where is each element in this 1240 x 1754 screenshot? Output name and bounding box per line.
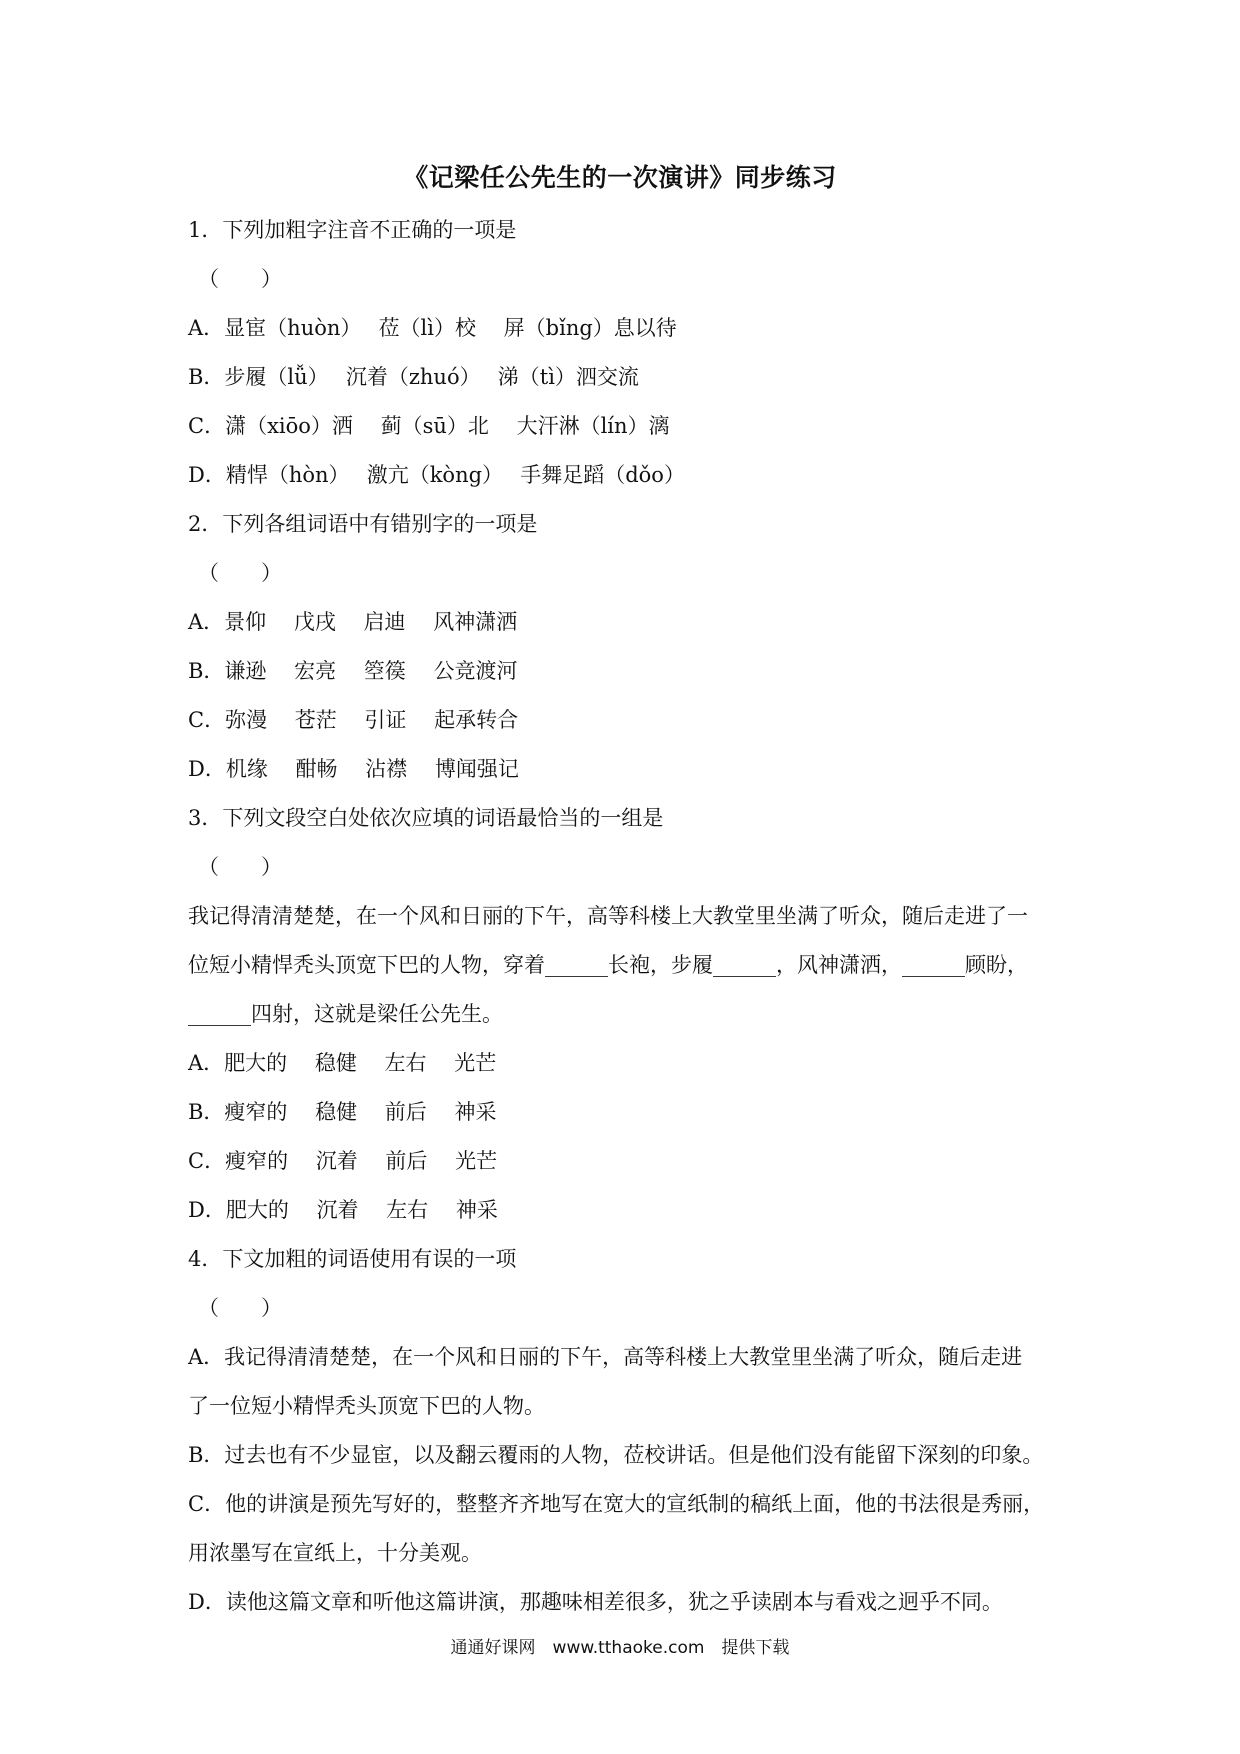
question-4-option-d: D．读他这篇文章和听他这篇讲演，那趣味相差很多，犹之乎读剧本与看戏之迥乎不同。 — [188, 1590, 1003, 1614]
question-1-option-b: B．步履（lǚ） 沉着（zhuó） 涕（tì）泗交流 — [188, 365, 639, 389]
question-2-option-d: D．机缘 酣畅 沾襟 博闻强记 — [188, 757, 519, 781]
question-3-passage-line-2: 位短小精悍秃头顶宽下巴的人物，穿着______长袍，步履______，风神潇洒，______顾盼， — [188, 953, 1028, 977]
page-title: 《记梁任公先生的一次演讲》同步练习 — [403, 163, 837, 192]
question-2-answer-paren: （ ） — [198, 561, 282, 585]
question-1-option-c: C．潇（xiōo）洒 蓟（sū）北 大汗淋（lín）漓 — [188, 414, 670, 438]
question-4-option-c-line-2: 用浓墨写在宣纸上，十分美观。 — [188, 1541, 482, 1565]
question-4-option-c-line-1: C．他的讲演是预先写好的，整整齐齐地写在宽大的宣纸制的稿纸上面，他的书法很是秀丽， — [188, 1492, 1045, 1516]
exercise-content — [188, 206, 1068, 1627]
question-1-option-a: A．显宦（huòn） 莅（lì）校 屏（bǐng）息以待 — [188, 316, 677, 340]
question-1-option-d: D．精悍（hòn） 激亢（kòng） 手舞足蹈（dǒo） — [188, 463, 685, 487]
question-4-answer-paren: （ ） — [198, 1296, 282, 1320]
question-4-stem: 4．下文加粗的词语使用有误的一项 — [188, 1247, 517, 1271]
page-footer: 通通好课网 www.tthaoke.com 提供下载 — [450, 1638, 790, 1658]
question-3-answer-paren: （ ） — [198, 855, 282, 879]
question-2-option-c: C．弥漫 苍茫 引证 起承转合 — [188, 708, 519, 732]
question-4-option-b: B．过去也有不少显宦，以及翻云覆雨的人物，莅校讲话。但是他们没有能留下深刻的印象。 — [188, 1443, 1044, 1467]
question-3-option-b: B．瘦窄的 稳健 前后 神采 — [188, 1100, 497, 1124]
question-2-option-a: A．景仰 戊戌 启迪 风神潇洒 — [188, 610, 518, 634]
question-2-stem: 2．下列各组词语中有错别字的一项是 — [188, 512, 538, 536]
question-3-option-c: C．瘦窄的 沉着 前后 光芒 — [188, 1149, 498, 1173]
question-2-option-b: B．谦逊 宏亮 箜篌 公竞渡河 — [188, 659, 518, 683]
question-3-passage-line-1: 我记得清清楚楚，在一个风和日丽的下午，高等科楼上大教堂里坐满了听众，随后走进了一 — [188, 904, 1028, 928]
question-3-passage-line-3: ______四射，这就是梁任公先生。 — [188, 1002, 503, 1026]
question-3-stem: 3．下列文段空白处依次应填的词语最恰当的一组是 — [188, 806, 664, 830]
question-4-option-a-line-2: 了一位短小精悍秃头顶宽下巴的人物。 — [188, 1394, 545, 1418]
question-1-answer-paren: （ ） — [198, 267, 282, 291]
question-3-option-a: A．肥大的 稳健 左右 光芒 — [188, 1051, 497, 1075]
question-1-stem: 1．下列加粗字注音不正确的一项是 — [188, 218, 517, 242]
question-3-option-d: D．肥大的 沉着 左右 神采 — [188, 1198, 498, 1222]
question-4-option-a-line-1: A．我记得清清楚楚，在一个风和日丽的下午，高等科楼上大教堂里坐满了听众，随后走进 — [188, 1345, 1023, 1369]
